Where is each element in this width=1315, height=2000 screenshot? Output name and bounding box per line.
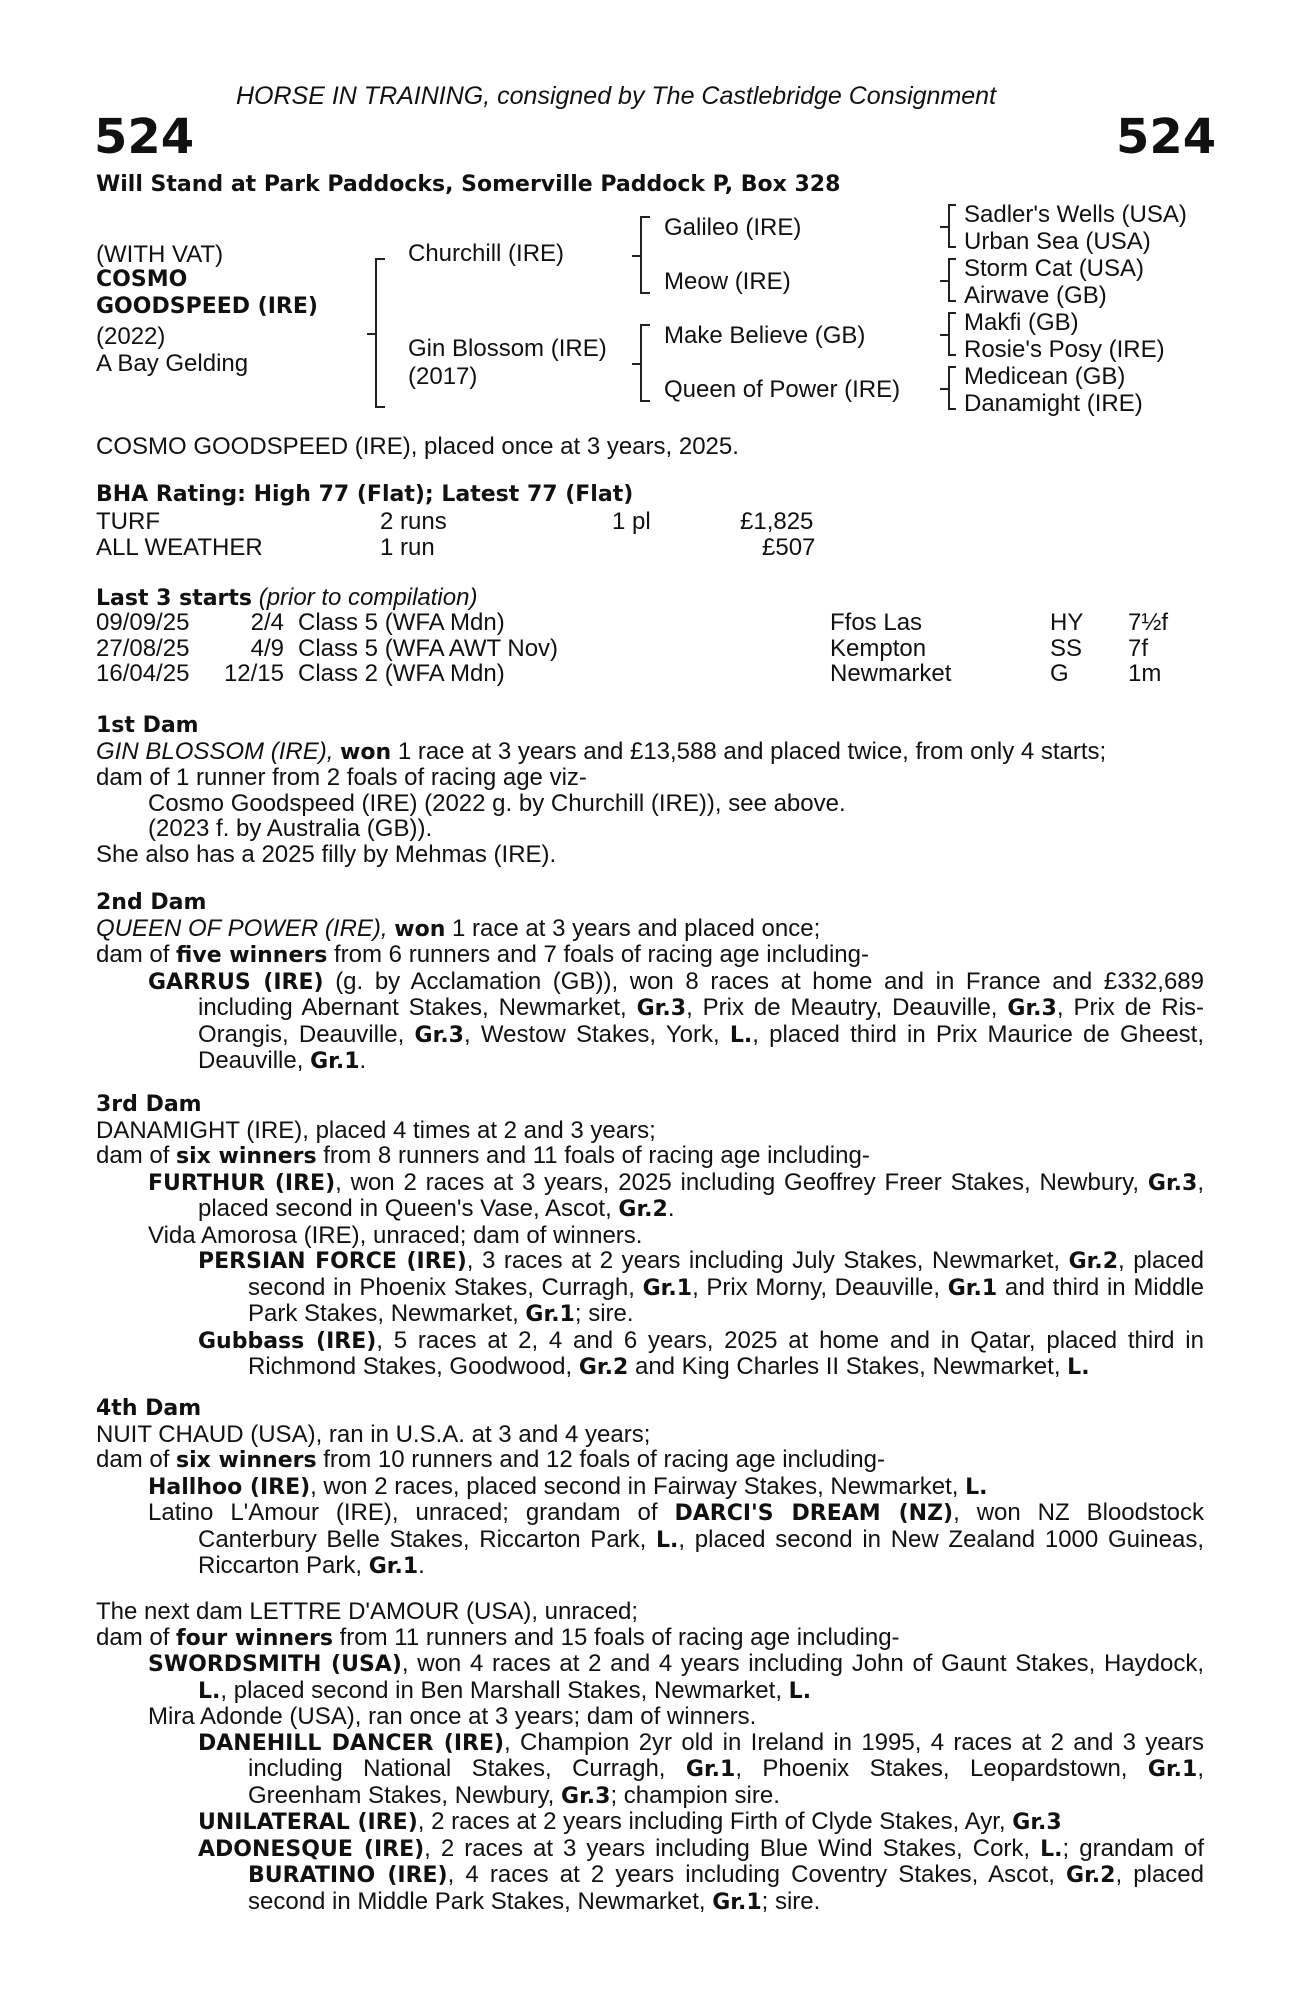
dam-of-label: dam of [96, 1623, 170, 1651]
entry-text: . [418, 1552, 425, 1579]
horse-year: (2022) [96, 323, 166, 350]
second-dam-name: QUEEN OF POWER (IRE), [96, 914, 388, 942]
foals-summary: from 6 runners and 7 foals of racing age including- [334, 941, 869, 968]
third-dam-title: 3rd Dam [96, 1092, 202, 1117]
produce-entry-persian [96, 1248, 1204, 1328]
grade-badge: Gr.1 [310, 1049, 360, 1074]
foals-summary: from 11 runners and 15 foals of racing age including- [339, 1623, 900, 1651]
winner-name: UNILATERAL (IRE) [198, 1810, 418, 1835]
produce-entry-adonesque [96, 1836, 1204, 1916]
first-dam-title: 1st Dam [96, 713, 199, 738]
dam-sire: Make Believe (GB) [664, 322, 866, 349]
grade-badge: Gr.1 [685, 1757, 736, 1782]
grade-badge: L. [1040, 1836, 1063, 1862]
vat-note: (WITH VAT) [96, 241, 224, 268]
grade-badge: L. [198, 1678, 221, 1704]
horse-name-line2: GOODSPEED (IRE) [96, 294, 318, 319]
won-label: won [340, 739, 392, 765]
winners-count: six winners [176, 1448, 317, 1473]
grade-badge: Gr.3 [1007, 996, 1057, 1021]
fourth-dam-section [96, 1395, 1204, 1580]
ancestor-5: Makfi (GB) [964, 309, 1079, 336]
pedigree-bracket-sire [640, 216, 650, 294]
start-distance: 7f [1128, 634, 1149, 662]
last-starts-heading [96, 584, 477, 612]
entry-text: . [359, 1047, 367, 1074]
entry-text: , 2 races at 2 years including Firth of Clyde Stakes, Ayr, [417, 1808, 1006, 1835]
produce-item: Cosmo Goodspeed (IRE) (2022 g. by Churchill (IRE)), see above. [148, 789, 846, 817]
first-dam-record: 1 race at 3 years and £13,588 and placed twice, from only 4 starts; [397, 737, 1107, 765]
dam-name: Gin Blossom (IRE) [408, 335, 607, 362]
start-going: SS [1050, 634, 1083, 662]
start-going: HY [1050, 609, 1084, 636]
grade-badge: L. [1067, 1355, 1090, 1380]
next-dam-section [96, 1599, 1204, 1915]
first-dam-section [96, 712, 1204, 867]
pedigree-bracket-g2 [948, 258, 956, 302]
winner-name: PERSIAN FORCE (IRE) [198, 1249, 467, 1274]
start-date: 16/04/25 [96, 660, 190, 687]
grade-badge: Gr.2 [1068, 1249, 1119, 1274]
start-race: Class 2 (WFA Mdn) [298, 660, 505, 687]
fourth-dam-intro: NUIT CHAUD (USA), ran in U.S.A. at 3 and 4 years; [96, 1420, 651, 1448]
entry-text: , won 4 races at 2 and 4 years including John of Gaunt Stakes, Haydock, [401, 1650, 1204, 1677]
entry-text: , won 2 races at 3 years, 2025 including Geoffrey Freer Stakes, Newbury, [335, 1168, 1140, 1196]
next-dam-intro: The next dam LETTRE D'AMOUR (USA), unraced; [96, 1598, 639, 1625]
sire-dam: Meow (IRE) [664, 268, 791, 295]
winner-name: ADONESQUE (IRE) [198, 1836, 425, 1862]
ancestor-4: Airwave (GB) [964, 282, 1107, 309]
produce-entry-unilateral [96, 1809, 1204, 1836]
pedigree-bracket-main [375, 258, 385, 408]
grade-badge: Gr.3 [561, 1783, 611, 1809]
grade-badge: Gr.1 [642, 1275, 693, 1301]
horse-description: A Bay Gelding [96, 350, 249, 377]
entry-text: , placed second in Phoenix Stakes, Curragh, [248, 1247, 1204, 1301]
grade-badge: Gr.2 [1066, 1863, 1116, 1888]
start-course: Newmarket [830, 660, 952, 687]
pedigree-bracket-g1 [948, 204, 956, 248]
rating-turf-prize: £1,825 [740, 508, 814, 535]
ancestor-6: Rosie's Posy (IRE) [964, 336, 1165, 363]
grade-badge: Gr.2 [578, 1355, 629, 1380]
entry-text: ; sire. [574, 1300, 634, 1327]
winner-name: Gubbass (IRE) [198, 1328, 377, 1354]
grade-badge: Gr.3 [1147, 1170, 1198, 1196]
rating-aw-surface: ALL WEATHER [96, 534, 263, 561]
entry-text: , placed third in Prix Maurice de Gheest, Deauville, [198, 1020, 1205, 1074]
grade-badge: L. [788, 1678, 812, 1704]
ancestor-1: Sadler's Wells (USA) [964, 201, 1187, 228]
entry-text: , placed second in New Zealand 1000 Guineas, Riccarton Park, [198, 1525, 1204, 1579]
ancestor-2: Urban Sea (USA) [964, 228, 1151, 255]
produce-entry-hallhoo [96, 1474, 1204, 1501]
rating-turf-placed: 1 pl [612, 508, 651, 535]
winners-count: six winners [176, 1144, 317, 1169]
produce-entry-latino [96, 1500, 1204, 1580]
entry-text: , placed second in Queen's Vase, Ascot, [198, 1168, 1204, 1222]
start-going: G [1050, 660, 1069, 687]
start-race: Class 5 (WFA Mdn) [298, 609, 505, 636]
grade-badge: Gr.1 [947, 1275, 998, 1301]
entry-text: , Greenham Stakes, Newbury, [248, 1755, 1204, 1809]
lot-number-left: 524 [94, 109, 195, 165]
third-dam-section [96, 1091, 1204, 1381]
winner-name: FURTHUR (IRE) [148, 1170, 336, 1196]
third-dam-intro: DANAMIGHT (IRE), placed 4 times at 2 and 3 years; [96, 1116, 656, 1144]
start-row [96, 636, 1168, 662]
entry-text: , won NZ Bloodstock Canterbury Belle Stakes, Riccarton Park, [198, 1499, 1204, 1553]
entry-text: , won 2 races, placed second in Fairway Stakes, Newmarket, [310, 1472, 959, 1500]
produce-entry-furthur [96, 1170, 1204, 1223]
start-row [96, 610, 1168, 636]
start-date: 09/09/25 [96, 609, 190, 636]
pedigree-bracket-g4 [948, 366, 956, 410]
entry-text: , 4 races at 2 years including Coventry Stakes, Ascot, [447, 1861, 1055, 1888]
entry-text: , Champion 2yr old in Ireland in 1995, 4 races at 2 and 3 years including National Stakes, Curragh, [248, 1728, 1204, 1782]
entry-text: Latino L'Amour (IRE), unraced; grandam of [148, 1499, 658, 1526]
entry-text: and third in Middle Park Stakes, Newmarket, [248, 1273, 1205, 1327]
last-starts-table [96, 610, 1168, 687]
entry-text: , Prix de Meautry, Deauville, [686, 994, 998, 1021]
entry-text: , 3 races at 2 years including July Stakes, Newmarket, [466, 1247, 1061, 1274]
start-course: Kempton [830, 634, 927, 662]
entry-text: ; grandam of [1062, 1834, 1205, 1862]
start-position: 2/4 [250, 609, 284, 636]
winner-name: Hallhoo (IRE) [148, 1474, 311, 1500]
horse-summary: COSMO GOODSPEED (IRE), placed once at 3 years, 2025. [96, 433, 739, 460]
consignment-heading: HORSE IN TRAINING, consigned by The Castlebridge Consignment [236, 82, 997, 110]
start-distance: 7½f [1128, 609, 1169, 636]
dam-of-label: dam of [96, 1142, 170, 1169]
winners-count: five winners [176, 943, 328, 968]
winner-name: DANEHILL DANCER (IRE) [198, 1730, 505, 1756]
grade-badge: Gr.3 [414, 1022, 464, 1048]
grade-badge: Gr.1 [368, 1554, 419, 1579]
entry-text: , Prix Morny, Deauville, [692, 1273, 941, 1301]
stable-location: Will Stand at Park Paddocks, Somerville Paddock P, Box 328 [96, 172, 841, 197]
pedigree-bracket-dam [640, 324, 650, 402]
sire-sire: Galileo (IRE) [664, 214, 802, 241]
pedigree-bracket-g3 [948, 312, 956, 356]
won-label: won [394, 916, 446, 942]
produce-entry-gubbass [96, 1328, 1204, 1381]
first-dam-name: GIN BLOSSOM (IRE), [96, 737, 334, 765]
grade-badge: Gr.2 [618, 1197, 668, 1222]
horse-name-line1: COSMO [96, 267, 188, 292]
grade-badge: Gr.1 [712, 1889, 762, 1915]
start-race: Class 5 (WFA AWT Nov) [298, 634, 559, 662]
winner-name: SWORDSMITH (USA) [148, 1652, 402, 1677]
entry-text: (g. by Acclamation (GB)), won 8 races at home and in France and £332,689 including Abernant Stakes, Newmarket, [198, 967, 1204, 1021]
entry-text: , placed second in Middle Park Stakes, Newmarket, [248, 1861, 1205, 1915]
last-starts-title: Last 3 starts [96, 586, 253, 611]
dam-year: (2017) [408, 363, 478, 390]
fourth-dam-title: 4th Dam [96, 1396, 202, 1421]
dam-of-label: dam of [96, 1446, 170, 1473]
ancestor-8: Danamight (IRE) [964, 390, 1143, 417]
grade-badge: L. [656, 1527, 679, 1553]
entry-text: and King Charles II Stakes, Newmarket, [634, 1353, 1061, 1380]
grade-badge: Gr.3 [636, 996, 687, 1021]
produce-item: (2023 f. by Australia (GB)). [148, 815, 433, 842]
foals-summary: from 10 runners and 12 foals of racing age including- [323, 1446, 885, 1473]
entry-text: ; sire. [761, 1887, 821, 1915]
first-dam-produce: dam of 1 runner from 2 foals of racing age viz- [96, 764, 587, 791]
start-distance: 1m [1128, 660, 1162, 687]
lot-number-right: 524 [1116, 109, 1217, 165]
start-row [96, 661, 1168, 687]
ancestor-7: Medicean (GB) [964, 363, 1126, 390]
grade-badge: L. [965, 1474, 988, 1500]
grade-badge: Gr.1 [1147, 1757, 1198, 1782]
rating-turf-surface: TURF [96, 508, 160, 535]
ancestor-3: Storm Cat (USA) [964, 255, 1145, 282]
entry-text: , Prix de Ris-Orangis, Deauville, [198, 994, 1204, 1048]
grade-badge: Gr.3 [1012, 1810, 1062, 1835]
start-date: 27/08/25 [96, 634, 190, 662]
produce-entry-garrus [96, 969, 1204, 1075]
rating-aw-runs: 1 run [380, 534, 435, 561]
produce-entry-danehill [96, 1730, 1204, 1810]
rating-turf-runs: 2 runs [380, 508, 447, 535]
dam-of-label: dam of [96, 941, 170, 968]
start-position: 12/15 [223, 660, 284, 687]
second-dam-record: 1 race at 3 years and placed once; [452, 914, 821, 942]
rating-aw-prize: £507 [762, 534, 816, 561]
grade-badge: Gr.1 [525, 1302, 575, 1327]
entry-text: . [667, 1195, 675, 1222]
second-dam-title: 2nd Dam [96, 890, 207, 915]
second-dam-section [96, 889, 1204, 1075]
winners-count: four winners [176, 1625, 333, 1651]
last-starts-note: (prior to compilation) [258, 584, 478, 611]
dam-dam: Queen of Power (IRE) [664, 376, 901, 403]
produce-entry-mira: Mira Adonde (USA), ran once at 3 years; dam of winners. [148, 1703, 757, 1730]
entry-text: , 2 races at 3 years including Blue Wind Stakes, Cork, [424, 1834, 1031, 1862]
entry-text: , 5 races at 2, 4 and 6 years, 2025 at home and in Qatar, placed third in Richmond Stakes, Goodwood, [248, 1326, 1204, 1380]
entry-text: , Phoenix Stakes, Leopardstown, [735, 1755, 1128, 1782]
winner-name: GARRUS (IRE) [148, 969, 324, 995]
produce-entry-vida: Vida Amorosa (IRE), unraced; dam of winners. [148, 1221, 643, 1249]
start-course: Ffos Las [830, 609, 923, 636]
entry-text: , Westow Stakes, York, [463, 1020, 720, 1048]
sire-name: Churchill (IRE) [408, 240, 565, 267]
entry-text: , placed second in Ben Marshall Stakes, Newmarket, [220, 1676, 782, 1704]
first-dam-note: She also has a 2025 filly by Mehmas (IRE). [96, 840, 557, 868]
foals-summary: from 8 runners and 11 foals of racing age including- [323, 1142, 870, 1169]
grade-badge: L. [729, 1022, 753, 1048]
start-position: 4/9 [250, 634, 284, 662]
entry-text: ; champion sire. [610, 1781, 780, 1809]
winner-name: DARCI'S DREAM (NZ) [674, 1501, 954, 1526]
rating-title: BHA Rating: High 77 (Flat); Latest 77 (Flat) [96, 482, 634, 507]
produce-entry-swordsmith [96, 1651, 1204, 1704]
winner-name: BURATINO (IRE) [248, 1863, 448, 1888]
